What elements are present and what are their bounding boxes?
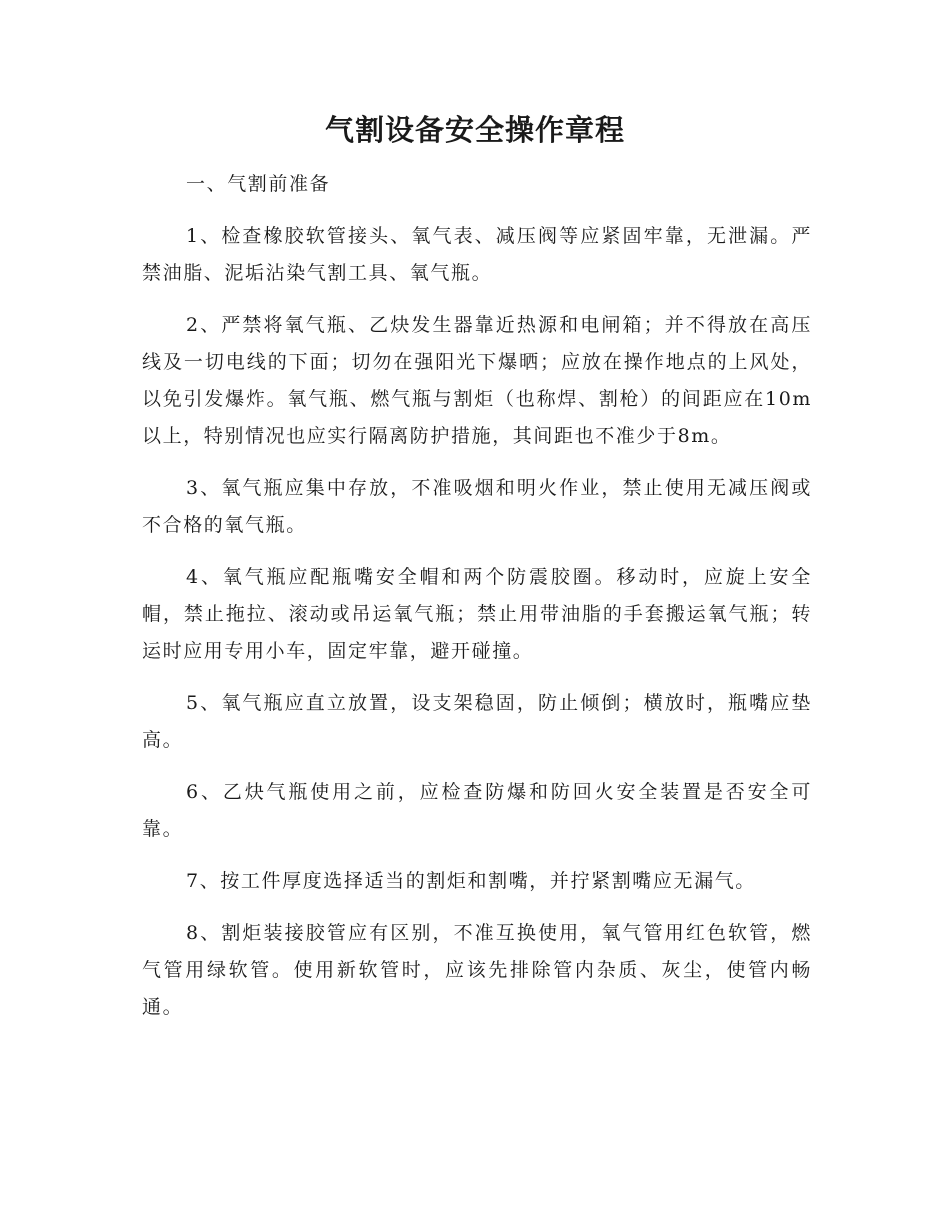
- section-heading: 一、气割前准备: [186, 173, 331, 195]
- paragraph-8: 8、割炬装接胶管应有区别，不准互换使用，氧气管用红色软管，燃气管用绿软管。使用新软管时，应该先排除管内杂质、灰尘，使管内畅通。: [142, 922, 812, 1018]
- paragraph-3: 3、氧气瓶应集中存放，不准吸烟和明火作业，禁止使用无减压阀或不合格的氧气瓶。: [142, 477, 812, 536]
- document-body: [142, 166, 812, 1041]
- document-title: 气割设备安全操作章程: [324, 113, 625, 147]
- paragraph-5: 5、氧气瓶应直立放置，设支架稳固，防止倾倒；横放时，瓶嘴应垫高。: [142, 692, 812, 751]
- paragraph-6: 6、乙炔气瓶使用之前，应检查防爆和防回火安全装置是否安全可靠。: [142, 781, 812, 840]
- paragraph-4: 4、氧气瓶应配瓶嘴安全帽和两个防震胶圈。移动时，应旋上安全帽，禁止拖拉、滚动或吊运氧气瓶；禁止用带油脂的手套搬运氧气瓶；转运时应用专用小车，固定牢靠，避开碰撞。: [142, 566, 812, 662]
- paragraph-1: 1、检查橡胶软管接头、氧气表、减压阀等应紧固牢靠，无泄漏。严禁油脂、泥垢沾染气割工具、氧气瓶。: [142, 225, 812, 284]
- paragraph-2: 2、严禁将氧气瓶、乙炔发生器靠近热源和电闸箱；并不得放在高压线及一切电线的下面；切勿在强阳光下爆晒；应放在操作地点的上风处，以免引发爆炸。氧气瓶、燃气瓶与割炬（也称焊、割枪）的间距应在10m以上，特别情况也应实行隔离防护措施，其间距也不准少于8m。: [142, 314, 812, 447]
- paragraph-7: 7、按工件厚度选择适当的割炬和割嘴，并拧紧割嘴应无漏气。: [186, 870, 756, 892]
